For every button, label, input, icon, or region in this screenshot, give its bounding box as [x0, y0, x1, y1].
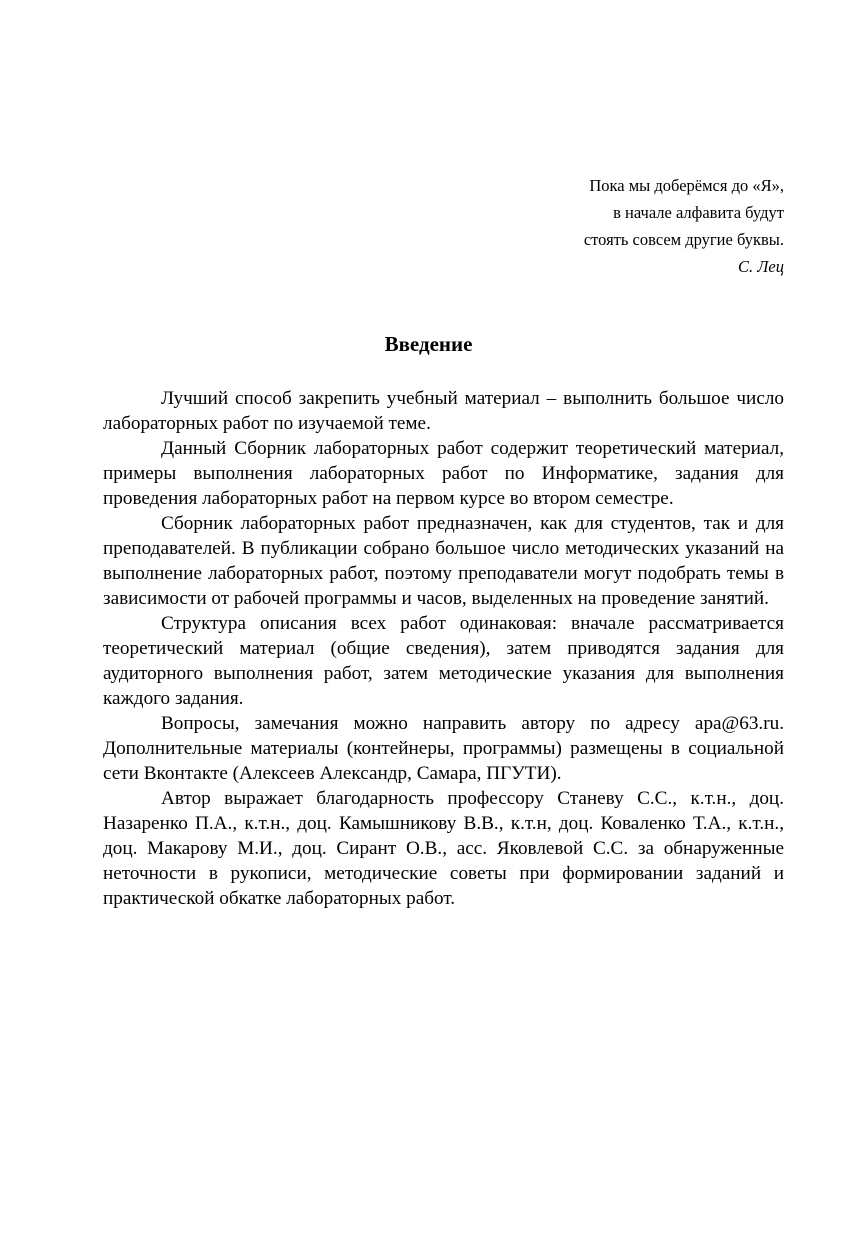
- epigraph-line: стоять совсем другие буквы.: [583, 230, 784, 249]
- epigraph: [384, 172, 784, 280]
- paragraph: Вопросы, замечания можно направить автору по адресу apa@63.ru. Дополнительные материалы (контейнеры, программы) размещены в социальной сети Вконтакте (Алексеев Александр, Самара, ПГУТИ).: [103, 713, 784, 784]
- epigraph-author: С. Лец: [737, 257, 784, 276]
- page-title: Введение: [384, 332, 473, 356]
- paragraph: Сборник лабораторных работ предназначен, как для студентов, так и для преподавателей. В публикации собрано большое число методических указаний на выполнение лабораторных работ, поэтому преподаватели могут подобрать темы в зависимости от рабочей программы и часов, выделенных на проведение занятий.: [103, 513, 784, 609]
- paragraph: Автор выражает благодарность профессору Станеву С.С., к.т.н., доц. Назаренко П.А., к.т.н., доц. Камышникову В.В., к.т.н, доц. Коваленко Т.А., к.т.н., доц. Макарову М.И., доц. Сирант О.В., асс. Яковлевой С.С. за обнаруженные неточности в рукописи, методические советы при формировании заданий и практической обкатке лабораторных работ.: [103, 788, 784, 909]
- epigraph-line: Пока мы доберёмся до «Я»,: [589, 176, 784, 195]
- paragraph: Структура описания всех работ одинаковая: вначале рассматривается теоретический материал (общие сведения), затем приводятся задания для аудиторного выполнения работ, затем методические указания для выполнения каждого задания.: [103, 613, 784, 709]
- paragraph: Лучший способ закрепить учебный материал – выполнить большое число лабораторных работ по изучаемой теме.: [103, 388, 784, 434]
- introduction-body: [103, 386, 784, 911]
- epigraph-line: в начале алфавита будут: [613, 203, 784, 222]
- paragraph: Данный Сборник лабораторных работ содержит теоретический материал, примеры выполнения лабораторных работ по Информатике, задания для проведения лабораторных работ на первом курсе во втором семестре.: [103, 438, 784, 509]
